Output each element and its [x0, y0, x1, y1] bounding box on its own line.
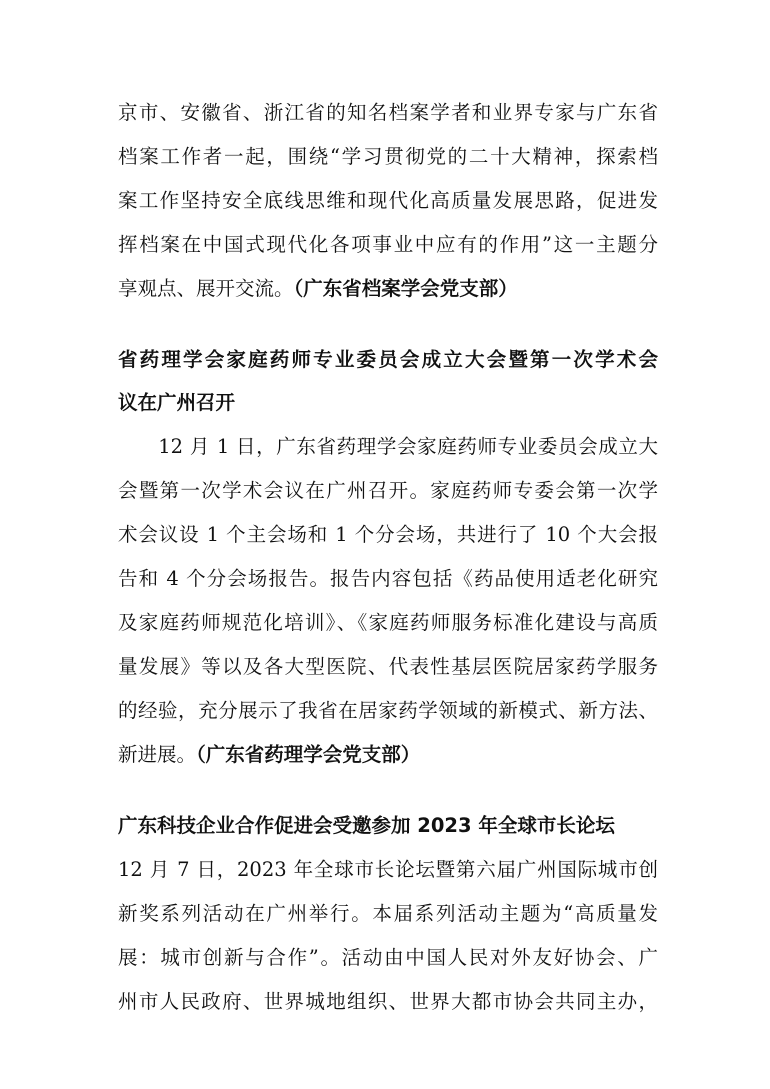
paragraph-line: 12 月 1 日，广东省药理学会家庭药师专业委员会成立大 [118, 435, 658, 458]
source-attribution: （广东省药理学会党支部） [196, 743, 421, 766]
paragraph-line: 术会议设 1 个主会场和 1 个分会场，共进行了 10 个大会报 [118, 523, 658, 546]
paragraph-line: 挥档案在中国式现代化各项事业中应有的作用”这一主题分 [118, 233, 658, 256]
article-title-line: 省药理学会家庭药师专业委员会成立大会暨第一次学术会 [118, 348, 658, 371]
paragraph-line: 12 月 7 日，2023 年全球市长论坛暨第六届广州国际城市创 [118, 858, 658, 881]
paragraph-line: 量发展》等以及各大型医院、代表性基层医院居家药学服务 [118, 655, 658, 678]
paragraph-line-last [118, 741, 658, 768]
paragraph-line: 京市、安徽省、浙江省的知名档案学者和业界专家与广东省 [118, 101, 658, 124]
paragraph-line: 展：城市创新与合作”。活动由中国人民对外友好协会、广 [118, 946, 658, 969]
paragraph-line: 会暨第一次学术会议在广州召开。家庭药师专委会第一次学 [118, 479, 658, 502]
article-title-line: 议在广州召开 [118, 391, 236, 414]
paragraph-line: 案工作坚持安全底线思维和现代化高质量发展思路，促进发 [118, 189, 658, 212]
paragraph-line: 告和 4 个分会场报告。报告内容包括《药品使用适老化研究 [118, 567, 658, 590]
article-title: 广东科技企业合作促进会受邀参加 2023 年全球市长论坛 [118, 814, 615, 837]
source-attribution: （广东省档案学会党支部） [293, 277, 518, 300]
paragraph-line: 档案工作者一起，围绕“学习贯彻党的二十大精神，探索档 [118, 145, 658, 168]
paragraph-line-last [118, 275, 658, 302]
paragraph-line: 新奖系列活动在广州举行。本届系列活动主题为“高质量发 [118, 902, 658, 925]
paragraph-text: 新进展。 [118, 743, 197, 766]
paragraph-text: 享观点、展开交流。 [118, 277, 294, 300]
paragraph-line: 及家庭药师规范化培训》、《家庭药师服务标准化建设与高质 [118, 611, 658, 634]
paragraph-line: 的经验，充分展示了我省在居家药学领域的新模式、新方法、 [118, 699, 658, 722]
paragraph-line: 州市人民政府、世界城地组织、世界大都市协会共同主办， [118, 990, 658, 1013]
